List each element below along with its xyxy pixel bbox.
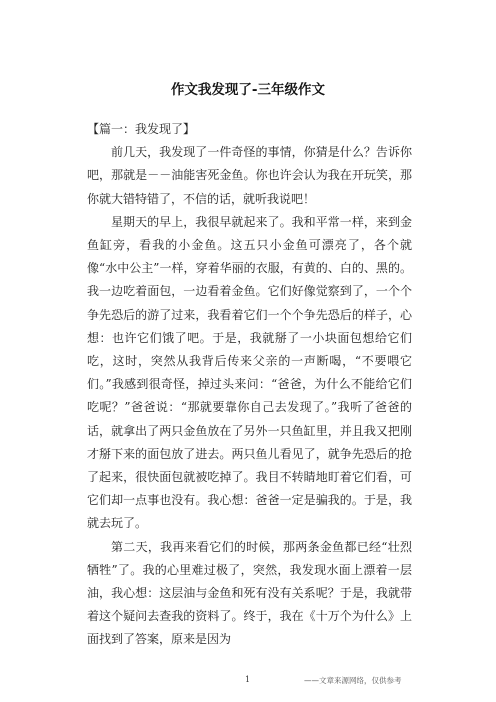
footer-note: ——文章来源网络，仅供参考 bbox=[304, 676, 402, 685]
document-body bbox=[87, 118, 412, 652]
page-number: 1 bbox=[245, 675, 251, 684]
section-heading: 【篇一：我发现了】 bbox=[87, 122, 196, 136]
paragraph: 前几天，我发现了一件奇怪的事情，你猜是什么？告诉你吧，那就是－－油能害死金鱼。你也许会认为我在开玩笑，那你就大错特错了，不信的话，就听我说吧！ bbox=[87, 145, 412, 206]
paragraph: 第二天，我再来看它们的时候，那两条金鱼都已经“壮烈牺牲”了。我的心里难过极了，突然，我发现水面上漂着一层油，我心想：这层油与金鱼和死有没有关系呢？于是，我就带着这个疑问去查我的资料了。终于，我在《十万个为什么》上面找到了答案，原来是因为 bbox=[87, 539, 412, 647]
document-title: 作文我发现了-三年级作文 bbox=[170, 82, 326, 98]
paragraph: 星期天的早上，我很早就起来了。我和平常一样，来到金鱼缸旁，看我的小金鱼。这五只小金鱼可漂亮了，各个就像“水中公主”一样，穿着华丽的衣服，有黄的、白的、黑的。我一边吃着面包，一边看着金鱼。它们好像觉察到了，一个个争先恐后的游了过来，我看着它们一个个争先恐后的样子，心想：也许它们饿了吧。于是，我就掰了一小块面包想给它们吃，这时，突然从我背后传来父亲的一声断喝，“不要喂它们。”我感到很奇怪，掉过头来问：“爸爸，为什么不能给它们吃呢？”爸爸说：“那就要靠你自己去发现了。”我听了爸爸的话，就拿出了两只金鱼放在了另外一只鱼缸里，并且我又把刚才掰下来的面包放了进去。两只鱼儿看见了，就争先恐后的抢了起来，很快面包就被吃掉了。我目不转睛地盯着它们看，可它们却一点事也没有。我心想：爸爸一定是骗我的。于是，我就去玩了。 bbox=[87, 214, 412, 531]
